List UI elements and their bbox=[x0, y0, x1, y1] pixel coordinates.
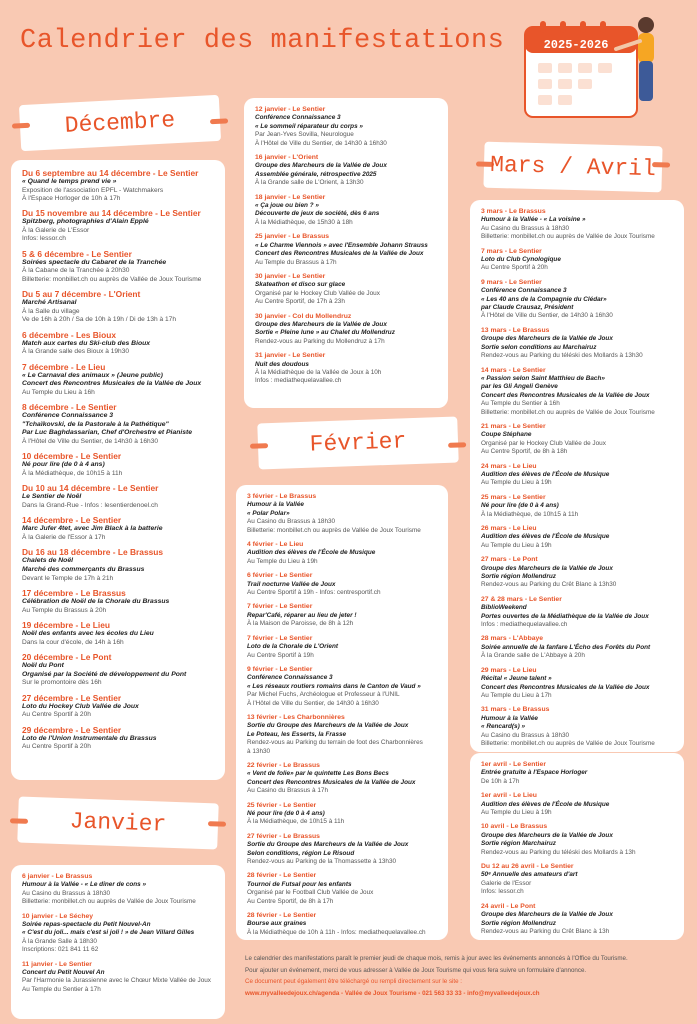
event-detail: Organisé par le Hockey Club Vallée de Joux bbox=[481, 439, 606, 447]
event-detail: Infos : mediathequelavallee.ch bbox=[255, 377, 342, 385]
event-detail: À la Maison de Paroisse, de 8h à 12h bbox=[247, 620, 354, 628]
event-date: 30 janvier - Col du Mollendruz bbox=[255, 312, 352, 320]
event-title: Groupe des Marcheurs de la Vallée de Joux bbox=[481, 911, 613, 919]
event-title: "Tchaïkovski, de la Pastorale à la Pathétique" bbox=[22, 420, 169, 428]
event-item bbox=[22, 249, 215, 284]
event-date: 7 février - Le Sentier bbox=[247, 634, 313, 642]
event-title: Groupe des Marcheurs de la Vallée de Joux bbox=[481, 335, 613, 343]
event-title: « Vent de folie» par le quintette Les Bons Becs bbox=[247, 770, 389, 778]
event-date: Du 5 au 7 décembre - L'Orient bbox=[22, 289, 141, 300]
event-detail: À la Grande salle de L'Orient, à 13h30 bbox=[255, 179, 364, 187]
calendar-illustration bbox=[520, 5, 670, 125]
event-date: 14 décembre - Le Sentier bbox=[22, 515, 122, 526]
event-detail: Organisé par le Football Club Vallée de Joux bbox=[247, 889, 374, 897]
month-banner-janvier: Janvier bbox=[17, 797, 218, 850]
event-detail: Au Casino du Brassus à 18h30 bbox=[481, 731, 570, 739]
event-detail: Au Casino du Brassus à 18h30 bbox=[22, 889, 111, 897]
event-date: Du 6 septembre au 14 décembre - Le Sentier bbox=[22, 168, 199, 178]
event-title: Groupe des Marcheurs de la Vallée de Joux bbox=[481, 831, 613, 839]
event-title: Sortie région Mollendruz bbox=[481, 919, 556, 927]
event-date: 29 mars - Le Lieu bbox=[481, 666, 537, 674]
event-detail: Au Temple du Lieu à 19h bbox=[481, 479, 552, 487]
event-date: 20 décembre - Le Pont bbox=[22, 652, 112, 662]
event-detail: Au Centre Sportif à 20h bbox=[22, 743, 91, 751]
event-title: 50ᵉ Annuelle des amateurs d'art bbox=[481, 871, 578, 879]
event-item bbox=[481, 327, 674, 361]
event-title: par les Gli Angeli Genève bbox=[481, 383, 558, 391]
event-item bbox=[481, 494, 674, 519]
event-title: « Quand le temps prend vie » bbox=[22, 178, 117, 185]
event-item bbox=[22, 873, 215, 907]
event-detail: Au Casino du Brassus à 17h bbox=[247, 787, 328, 795]
event-detail: Rendez-vous au Parking du téléski des Mollards à 13h bbox=[481, 848, 636, 856]
footer-contact-link[interactable]: www.myvalleedejoux.ch/agenda - Vallée de Joux Tourisme - 021 563 33 33 - info@myvalleedejoux.ch bbox=[245, 989, 540, 997]
event-date: 26 mars - Le Lieu bbox=[481, 525, 537, 532]
event-title: Sortie selon conditions au Marchairuz bbox=[481, 343, 597, 351]
event-date: 22 février - Le Brassus bbox=[247, 761, 320, 769]
event-item bbox=[22, 168, 215, 203]
event-title: Sortie du Groupe des Marcheurs de la Vallée de Joux bbox=[247, 841, 409, 849]
event-item bbox=[247, 912, 438, 937]
event-title: Sortie région Mollendruz bbox=[481, 573, 556, 581]
event-date: 10 janvier - Le Séchey bbox=[22, 912, 94, 920]
event-item bbox=[247, 541, 438, 566]
event-date: 31 mars - Le Brassus bbox=[481, 706, 550, 714]
event-title: Humour à la Vallée - « La voisine » bbox=[481, 216, 586, 224]
month-banner-mars-avril: Mars / Avril bbox=[483, 142, 662, 193]
event-title: Tournoi de Futsal pour les enfants bbox=[247, 880, 352, 888]
event-item bbox=[22, 693, 215, 720]
event-title: « C'est du joli... mais c'est si joli ! » de Jean Villard Gilles bbox=[22, 929, 195, 937]
event-item bbox=[247, 762, 438, 796]
event-title: Concert des Rencontres Musicales de la Vallée de Joux bbox=[481, 683, 650, 691]
event-detail: Sur le promontoire dès 16h bbox=[22, 679, 102, 687]
event-detail: Rendez-vous au Parking du Crêt Blanc à 13h30 bbox=[481, 581, 617, 589]
event-date: 25 mars - Le Sentier bbox=[481, 493, 546, 501]
event-title: Skateathon et disco sur glace bbox=[255, 281, 346, 289]
event-date: 6 février - Le Sentier bbox=[247, 572, 313, 580]
event-date: 17 décembre - Le Brassus bbox=[22, 588, 126, 598]
event-date: 9 mars - Le Sentier bbox=[481, 278, 542, 286]
event-detail: Infos : mediathequelavallee.ch bbox=[481, 621, 568, 629]
event-title: Audition des élèves de l'École de Musique bbox=[481, 800, 610, 808]
event-title: Groupe des Marcheurs de la Vallée de Joux bbox=[255, 320, 387, 328]
event-title: Concert des Rencontres Musicales de la Vallée de Joux bbox=[22, 380, 202, 388]
event-title: Soirées spectacle du Cabaret de la Tranchée bbox=[22, 258, 167, 266]
event-detail: Billetterie: monbillet.ch ou auprès de Vallée de Joux Tourisme bbox=[22, 898, 196, 906]
event-date: 10 avril - Le Brassus bbox=[481, 823, 548, 831]
event-detail: Rendez-vous au Parking du Crêt Blanc à 13h bbox=[481, 927, 610, 935]
month-banner-decembre: Décembre bbox=[19, 95, 221, 151]
event-detail: Ve de 16h à 20h / Sa de 10h à 19h / Di de 13h à 17h bbox=[22, 316, 176, 324]
event-title: Marché Artisanal bbox=[22, 299, 77, 307]
event-detail: Par l'Harmonie la Jurassienne avec le Chœur Mixte Vallée de Joux bbox=[22, 977, 211, 985]
event-title: « Rencard(s) » bbox=[481, 723, 526, 731]
event-detail: Organisé par le Hockey Club Vallée de Joux bbox=[255, 289, 380, 297]
event-title: Célébration de Noël de la Chorale du Brassus bbox=[22, 598, 170, 605]
event-title: Noël des enfants avec les écoles du Lieu bbox=[22, 630, 154, 637]
event-item bbox=[255, 233, 438, 267]
event-date: 24 avril - Le Pont bbox=[481, 902, 536, 910]
event-item bbox=[247, 635, 438, 660]
event-detail: Au Temple du Sentier à 17h bbox=[22, 985, 101, 993]
event-title: Humour à la Vallée bbox=[247, 501, 304, 509]
event-title: Concert du Petit Nouvel An bbox=[22, 969, 105, 977]
event-title: Repar'Café, réparer au lieu de jeter ! bbox=[247, 611, 357, 619]
event-detail: Au Temple du Lieu à 19h bbox=[481, 541, 552, 549]
event-date: 14 mars - Le Sentier bbox=[481, 366, 546, 374]
event-detail: Au Temple du Lieu à 16h bbox=[22, 388, 95, 396]
event-detail: Au Temple du Brassus à 17h bbox=[255, 258, 337, 266]
event-title: Noël du Pont bbox=[22, 662, 64, 669]
event-title: Spitzberg, photographies d'Alain Epplé bbox=[22, 218, 149, 226]
month-banner-fevrier: Février bbox=[257, 417, 458, 470]
event-detail: Par Jean-Yves Sovilla, Neurologue bbox=[255, 131, 354, 139]
event-item bbox=[481, 208, 674, 242]
event-date: 28 février - Le Sentier bbox=[247, 872, 317, 880]
event-item bbox=[22, 652, 215, 688]
event-detail: Rendez-vous au Parking du Mollendruz à 17h bbox=[255, 337, 385, 345]
event-date: 28 février - Le Sentier bbox=[247, 912, 317, 920]
event-detail: Au Centre Sportif à 20h bbox=[22, 711, 91, 719]
event-date: Du 12 au 26 avril - Le Sentier bbox=[481, 863, 574, 871]
event-title: Coupe Stéphane bbox=[481, 431, 532, 439]
event-detail: À la Galerie de l'Essor à 17h bbox=[22, 534, 106, 541]
event-detail: À l'Espace Horloger de 10h à 17h bbox=[22, 195, 121, 202]
event-item bbox=[481, 823, 674, 857]
footer-text: Ce document peut également être téléchargé ou rempli directement sur le site : bbox=[245, 978, 463, 985]
event-item bbox=[22, 961, 215, 995]
event-detail: À la Grande salle des Bioux à 19h30 bbox=[22, 348, 130, 356]
event-date: 28 mars - L'Abbaye bbox=[481, 635, 544, 643]
event-detail: Galerie de l'Essor bbox=[481, 879, 532, 887]
event-detail: Au Temple du Lieu à 19h bbox=[247, 557, 318, 565]
event-title: Conférence Connaissance 3 bbox=[247, 674, 333, 682]
event-title: Groupe des Marcheurs de la Vallée de Joux bbox=[255, 162, 387, 170]
events-mars bbox=[470, 200, 684, 752]
event-detail: Au Centre Sportif, de 17h à 23h bbox=[255, 298, 345, 306]
event-item bbox=[255, 106, 438, 148]
event-date: 27 mars - Le Pont bbox=[481, 556, 538, 564]
event-date: 30 janvier - Le Sentier bbox=[255, 272, 326, 280]
event-title: Loto du Hockey Club Vallée de Joux bbox=[22, 702, 139, 710]
event-detail: De 10h à 17h bbox=[481, 777, 520, 785]
event-date: 10 décembre - Le Sentier bbox=[22, 451, 122, 462]
event-item bbox=[255, 194, 438, 228]
event-date: 31 janvier - Le Sentier bbox=[255, 352, 326, 360]
event-item bbox=[247, 493, 438, 535]
event-item bbox=[481, 863, 674, 897]
event-detail: Au Temple du Lieu à 19h bbox=[481, 809, 552, 817]
event-title: Le Sentier de Noël bbox=[22, 493, 82, 501]
event-detail: Billetterie: monbillet.ch ou auprès de Vallée de Joux Tourisme bbox=[481, 408, 655, 416]
event-item bbox=[481, 706, 674, 748]
event-title: Humour à la Vallée - « Le dîner de cons » bbox=[22, 881, 147, 889]
event-date: 12 janvier - Le Sentier bbox=[255, 106, 326, 113]
events-janvier-a bbox=[11, 865, 225, 1019]
event-item bbox=[255, 352, 438, 386]
event-date: 5 & 6 décembre - Le Sentier bbox=[22, 248, 132, 259]
event-title: Né pour lire (de 0 à 4 ans) bbox=[247, 810, 325, 817]
event-detail: À la Grande Salle à 18h30 bbox=[22, 937, 97, 945]
event-detail: Infos: lessor.ch bbox=[481, 888, 524, 896]
event-title: Conférence Connaissance 3 bbox=[481, 287, 567, 295]
event-date: 19 décembre - Le Lieu bbox=[22, 620, 110, 630]
event-item bbox=[481, 367, 674, 417]
event-item bbox=[22, 483, 215, 510]
event-title: Né pour lire (de 0 à 4 ans) bbox=[481, 502, 559, 510]
event-title: Soirée annuelle de la fanfare L'Écho des Forêts du Pont bbox=[481, 643, 651, 651]
event-item bbox=[481, 596, 674, 630]
event-detail: À la Galerie de L'Essor bbox=[22, 227, 90, 234]
event-title: Match aux cartes du Ski-club des Bioux bbox=[22, 339, 151, 347]
event-detail: À l'Hôtel de Ville du Sentier, de 14h30 à 16h30 bbox=[247, 699, 379, 707]
event-date: Du 15 novembre au 14 décembre - Le Sentier bbox=[22, 208, 201, 219]
event-item bbox=[481, 463, 674, 488]
event-date: 3 février - Le Brassus bbox=[247, 493, 317, 500]
event-detail: À la Grande salle de L'Abbaye à 20h bbox=[481, 652, 585, 660]
event-item bbox=[481, 667, 674, 701]
event-item bbox=[22, 402, 215, 446]
event-date: 11 janvier - Le Sentier bbox=[22, 960, 92, 968]
event-title: « Polar Polar» bbox=[247, 509, 290, 517]
event-title: Nuit des doudous bbox=[255, 360, 309, 368]
event-date: 24 mars - Le Lieu bbox=[481, 462, 537, 470]
event-title: Conférence Connaissance 3 bbox=[22, 412, 114, 420]
event-detail: Billetterie: monbillet.ch ou auprès de Vallée de Joux Tourisme bbox=[22, 275, 202, 283]
event-title: Par Luc Baghdassarian, Chef d'Orchestre et Pianiste bbox=[22, 429, 193, 437]
event-title: Audition des élèves de l'École de Musique bbox=[481, 470, 610, 478]
event-detail: Rendez-vous au Parking de la Thomassette à 13h30 bbox=[247, 858, 397, 866]
event-detail: Dans la Grand-Rue - Infos : lesentierdenoel.ch bbox=[22, 502, 158, 509]
event-date: 27 & 28 mars - Le Sentier bbox=[481, 595, 562, 603]
event-item bbox=[481, 792, 674, 817]
event-item bbox=[481, 423, 674, 457]
event-item bbox=[247, 802, 438, 827]
event-date: 7 février - Le Sentier bbox=[247, 603, 313, 611]
event-item bbox=[255, 273, 438, 307]
event-date: 13 mars - Le Brassus bbox=[481, 326, 550, 334]
event-date: 16 janvier - L'Orient bbox=[255, 154, 319, 162]
event-title: Loto de l'Union Instrumentale du Brassus bbox=[22, 734, 157, 742]
event-detail: Devant le Temple de 17h à 21h bbox=[22, 574, 114, 582]
event-item bbox=[481, 761, 674, 786]
event-title: Bourse aux graines bbox=[247, 920, 307, 928]
event-title: Le Poteau, les Esserts, la Frasse bbox=[247, 730, 347, 738]
event-item bbox=[22, 515, 215, 542]
event-date: 27 février - Le Brassus bbox=[247, 832, 320, 840]
event-item bbox=[481, 248, 674, 273]
event-title: Assemblée générale, rétrospective 2025 bbox=[255, 170, 377, 178]
event-item bbox=[255, 313, 438, 347]
event-detail: Au Temple du Lieu à 17h bbox=[481, 691, 552, 699]
event-detail: Au Centre Sportif, de 8h à 18h bbox=[481, 448, 568, 456]
event-date: 6 janvier - Le Brassus bbox=[22, 873, 93, 880]
event-date: 21 mars - Le Sentier bbox=[481, 422, 546, 430]
event-detail: Infos: lessor.ch bbox=[22, 235, 66, 243]
event-date: 25 février - Le Sentier bbox=[247, 801, 317, 809]
event-detail: À la Cabane de la Tranchée à 20h30 bbox=[22, 267, 130, 275]
event-item bbox=[255, 154, 438, 188]
event-title: Sortie du Groupe des Marcheurs de la Vallée de Joux bbox=[247, 722, 409, 730]
event-item bbox=[22, 913, 215, 955]
event-date: 18 janvier - Le Sentier bbox=[255, 193, 326, 201]
event-title: « Ça joue ou bien ? » bbox=[255, 202, 319, 210]
event-date: 25 janvier - Le Brassus bbox=[255, 233, 330, 241]
event-detail: Au Centre Sportif à 19h bbox=[247, 651, 314, 659]
event-title: Marché des commerçants du Brassus bbox=[22, 566, 145, 573]
event-title: Audition des élèves de l'École de Musique bbox=[247, 549, 376, 557]
event-title: BiblioWeekend bbox=[481, 604, 527, 612]
event-item bbox=[247, 666, 438, 708]
event-detail: à 13h30 bbox=[247, 747, 271, 755]
event-date: Du 10 au 14 décembre - Le Sentier bbox=[22, 483, 159, 494]
event-date: 29 décembre - Le Sentier bbox=[22, 724, 122, 735]
event-title: Concert des Rencontres Musicales de la Vallée de Joux bbox=[481, 391, 650, 399]
event-item bbox=[22, 208, 215, 243]
event-detail: Au Centre Sportif, de 8h à 17h bbox=[247, 897, 334, 905]
event-title: par Claude Crausaz, Président bbox=[481, 304, 574, 312]
event-detail: Au Casino du Brassus à 18h30 bbox=[481, 224, 570, 232]
event-title: Groupe des Marcheurs de la Vallée de Joux bbox=[481, 564, 613, 572]
event-item bbox=[247, 714, 438, 756]
events-avril bbox=[470, 753, 684, 940]
event-item bbox=[22, 330, 215, 357]
event-item bbox=[481, 556, 674, 590]
event-item bbox=[247, 833, 438, 867]
event-date: 4 février - Le Lieu bbox=[247, 541, 304, 549]
events-janvier-b bbox=[244, 98, 448, 408]
calendar-badge: 2025-2026 bbox=[543, 38, 609, 52]
event-title: Découverte de jeux de société, dès 6 ans bbox=[255, 210, 380, 218]
event-item bbox=[481, 903, 674, 937]
event-detail: À la Médiathèque, de 15h30 à 18h bbox=[255, 218, 353, 226]
event-detail: À la Médiathèque de 10h à 11h - Infos: mediathequelavallee.ch bbox=[247, 928, 426, 936]
event-item bbox=[22, 588, 215, 615]
event-item bbox=[247, 572, 438, 597]
footer bbox=[245, 955, 675, 1001]
event-title: Loto de la Chorale de L'Orient bbox=[247, 643, 338, 651]
event-date: 1er avril - Le Sentier bbox=[481, 761, 546, 768]
event-item bbox=[481, 635, 674, 660]
event-title: Audition des élèves de l'École de Musique bbox=[481, 533, 610, 541]
event-detail: Inscriptions: 021 841 11 62 bbox=[22, 946, 99, 954]
event-date: 8 décembre - Le Sentier bbox=[22, 402, 117, 413]
event-item bbox=[247, 603, 438, 628]
event-title: « Passion selon Saint Matthieu de Bach» bbox=[481, 374, 605, 382]
event-date: 27 décembre - Le Sentier bbox=[22, 692, 122, 703]
event-detail: Billetterie: monbillet.ch ou auprès de Vallée de Joux Tourisme bbox=[247, 526, 421, 534]
event-item bbox=[481, 525, 674, 550]
page-title: Calendrier des manifestations bbox=[20, 26, 505, 56]
event-title: Sortie « Pleine lune » au Chalet du Mollendruz bbox=[255, 329, 395, 337]
event-date: 3 mars - Le Brassus bbox=[481, 208, 546, 215]
event-detail: Exposition de l'association EPFL - Watchmakers bbox=[22, 186, 164, 194]
event-title: « Le sommeil réparateur du corps » bbox=[255, 122, 363, 130]
event-detail: À la Médiathèque, de 10h15 à 11h bbox=[22, 470, 123, 477]
event-detail: Billetterie: monbillet.ch ou auprès de Vallée de Joux Tourisme bbox=[481, 739, 655, 747]
event-date: 13 février - Les Charbonnières bbox=[247, 713, 345, 721]
event-title: « Les 40 ans de la Compagnie du Clédar» bbox=[481, 295, 607, 303]
event-detail: Au Casino du Brassus à 18h30 bbox=[247, 518, 336, 526]
event-detail: À l'Hôtel de Ville du Sentier, de 14h30 à 16h30 bbox=[481, 312, 613, 320]
event-detail: À la Médiathèque, de 10h15 à 11h bbox=[247, 818, 345, 826]
event-detail: Rendez-vous au Parking du téléski des Mollards à 13h30 bbox=[481, 352, 643, 360]
event-title: Concert des Rencontres Musicales de la Vallée de Joux bbox=[247, 778, 416, 786]
event-item bbox=[22, 620, 215, 647]
event-date: Du 16 au 18 décembre - Le Brassus bbox=[22, 547, 164, 558]
event-date: 7 décembre - Le Lieu bbox=[22, 361, 106, 372]
event-detail: Dans la cour d'école, de 14h à 16h bbox=[22, 638, 124, 646]
events-decembre bbox=[11, 160, 225, 780]
event-detail: À l'Hôtel de Ville du Sentier, de 14h30 à 16h30 bbox=[255, 139, 387, 147]
event-detail: Au Centre Sportif à 20h bbox=[481, 264, 548, 272]
event-title: Selon conditions, région Le Risoud bbox=[247, 849, 355, 857]
event-item bbox=[22, 725, 215, 752]
event-item bbox=[247, 872, 438, 906]
event-detail: À la Médiathèque, de 10h15 à 11h bbox=[481, 510, 579, 518]
event-detail: Au Centre Sportif à 19h - Infos: centresportif.ch bbox=[247, 589, 381, 597]
event-title: « Les réseaux routiers romains dans le Canton de Vaud » bbox=[247, 682, 421, 690]
event-title: Marc Jufer 4tet, avec Jim Black à la batterie bbox=[22, 525, 163, 533]
event-title: « Le Carnaval des animaux » (Jeune public) bbox=[22, 371, 163, 379]
event-detail: Rendez-vous au Parking du terrain de foot des Charbonnières bbox=[247, 739, 423, 747]
event-title: Soirée repas-spectacle du Petit Nouvel-An bbox=[22, 921, 151, 929]
event-title: Chalets de Noël bbox=[22, 557, 73, 565]
event-title: Sortie région Marchairuz bbox=[481, 840, 556, 848]
event-title: Récital « Jeune talent » bbox=[481, 675, 552, 683]
event-detail: À la Salle du village bbox=[22, 307, 80, 315]
event-date: 6 décembre - Les Bioux bbox=[22, 329, 117, 340]
event-item bbox=[481, 279, 674, 321]
event-title: « Le Charme Viennois » avec l'Ensemble Johann Strauss bbox=[255, 241, 428, 249]
footer-text: Le calendrier des manifestations paraît le premier jeudi de chaque mois, remis à jour avec les événements annoncés à l'Office du Tourisme. bbox=[245, 955, 628, 962]
event-date: 1er avril - Le Lieu bbox=[481, 792, 537, 800]
event-title: Entrée gratuite à l'Espace Horloger bbox=[481, 769, 588, 777]
event-title: Organisé par la Société de développement du Pont bbox=[22, 670, 187, 678]
event-detail: Au Temple du Brassus à 20h bbox=[22, 606, 107, 614]
event-title: Trail nocturne Vallée de Joux bbox=[247, 580, 336, 588]
event-title: Loto du Club Cynologique bbox=[481, 256, 561, 264]
event-title: Conférence Connaissance 3 bbox=[255, 114, 341, 122]
event-item bbox=[22, 547, 215, 583]
event-detail: Billetterie: monbillet.ch ou auprès de Vallée de Joux Tourisme bbox=[481, 233, 655, 241]
event-title: Portes ouvertes de la Médiathèque de la Vallée de Joux bbox=[481, 612, 649, 620]
footer-text: Pour ajouter un événement, merci de vous adresser à Vallée de Joux Tourisme qui vous fera suivre un formulaire d'annonce. bbox=[245, 966, 587, 974]
event-detail: Par Michel Fuchs, Archéologue et Professeur à l'UNIL bbox=[247, 691, 400, 699]
event-title: Concert des Rencontres Musicales de la Vallée de Joux bbox=[255, 250, 424, 258]
event-title: Né pour lire (de 0 à 4 ans) bbox=[22, 461, 105, 469]
event-title: Humour à la Vallée bbox=[481, 714, 538, 722]
event-item bbox=[22, 362, 215, 398]
event-detail: Au Temple du Sentier à 16h bbox=[481, 400, 560, 408]
event-item bbox=[22, 289, 215, 324]
event-detail: À la Médiathèque de la Vallée de Joux à 10h bbox=[255, 368, 382, 376]
events-fevrier bbox=[236, 485, 448, 940]
event-date: 9 février - Le Sentier bbox=[247, 665, 313, 673]
event-item bbox=[22, 451, 215, 478]
event-date: 7 mars - Le Sentier bbox=[481, 247, 542, 255]
event-detail: À l'Hôtel de Ville du Sentier, de 14h30 à 16h30 bbox=[22, 438, 159, 445]
